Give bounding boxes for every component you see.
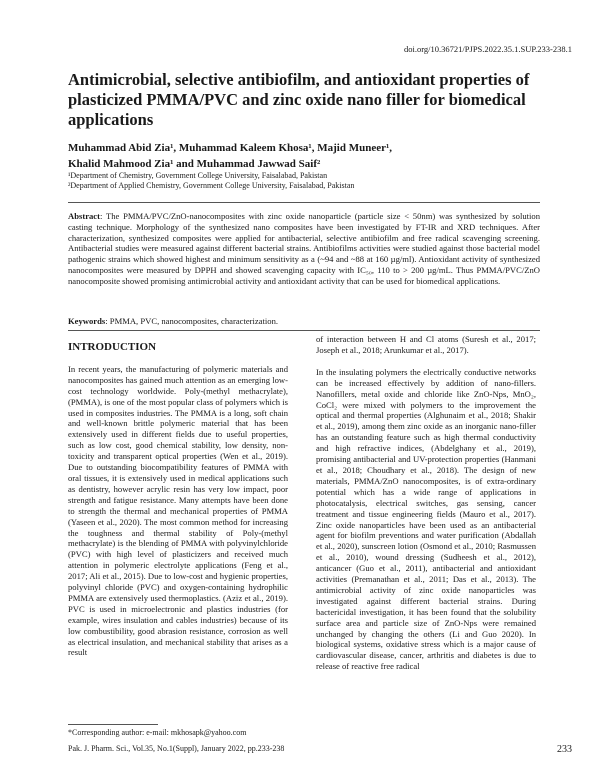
affiliations bbox=[68, 171, 538, 191]
abstract-top-rule bbox=[68, 202, 540, 203]
abstract-label: Abstract bbox=[68, 211, 100, 221]
affiliation-2: ²Department of Applied Chemistry, Government College University, Faisalabad, Pakistan bbox=[68, 181, 355, 190]
left-column bbox=[68, 334, 288, 669]
affiliation-1: ¹Department of Chemistry, Government College University, Faisalabad, Pakistan bbox=[68, 171, 328, 180]
abstract bbox=[68, 211, 540, 287]
keywords-label: Keywords bbox=[68, 316, 106, 326]
author-list bbox=[68, 140, 538, 172]
authors-line-1: Muhammad Abid Zia¹, Muhammad Kaleem Khosa¹, Majid Muneer¹, bbox=[68, 142, 393, 154]
right-column bbox=[316, 334, 536, 683]
page-number: 233 bbox=[557, 744, 572, 755]
journal-footer: Pak. J. Pharm. Sci., Vol.35, No.1(Suppl), January 2022, pp.233-238 bbox=[68, 744, 285, 753]
abstract-bottom-rule bbox=[68, 330, 540, 331]
keywords bbox=[68, 316, 540, 326]
intro-paragraph-right-2: In the insulating polymers the electrically conductive networks can be increased effectively by addition of nano-fillers. Nanofillers, metal oxide and chloride like ZnO-Nps, MnO₂, CoCl₂ were mixed with polymers to the improvement the optical and thermal properties (Alghunaim et al., 2018; Shakir et al., 2019), among them zinc oxide as an inorganic nano-filler has an outstanding feature such as high thermal conductivity and high refractive indices, (Abdelghany et al., 2019), promising antibacterial and UV-protection properties (Hanmani et al., 2018; Choudhary et al., 2018). The design of new materials, PMMA/ZnO nanocomposites, is of extra-ordinary potential which has a wide range of applications in photocatalysis, electrical switches, gas sensing, cancer treatment and tissue engineering fields (Mauro et al., 2017). Zinc oxide nanoparticles have been used as an antibacterial agent for biofilm preventions and water purification (Abdallah et al., 2020), sunscreen lotion (Osmond et al., 2010; Rasmussen et al., 2010), wound dressing (Sudheesh et al., 2012), anticancer (Guo et al., 2011), antibacterial and antioxidant activities (Premanathan et al., 2011; Das et al., 2013). The antimicrobial activity of zinc oxide nanoparticles was investigated against different bacterial strains. During bactericidal investigation, it has been found that the solubility surface area and particle size of ZnO-Nps were remained unchanged by changing the others (Li and Guo 2020). In biological systems, oxidative stress which is a major cause of cardiovascular disease, cancer, arthritis and diabetes is due to release of reactive free radical bbox=[316, 366, 536, 672]
intro-paragraph-left: In recent years, the manufacturing of polymeric materials and nanocomposites has gained much attention as an emerging low-cost technology worldwide. Poly-(methyl methacrylate), (PMMA), is one of the most popular class of polymers which is used in composites industries. The PMMA is a long, soft chain and well-known brittle polymeric material that has been extensively used in different fields due to useful properties, such as low cost, good chemical stability, low density, non-toxicity and transparent optical properties (Wen et al., 2019). Due to outstanding biocompatibility features of PMMA with oral tissues, it is extensively used in medical applications such as dentistry, however acrylic resin has very low impact, poor strength and fatigue resistance. Many attempts have been done to strength the thermal and mechanical properties of PMMA (Yaseen et al., 2020). The most common method for increasing the toughness and thermal stability of Poly-(methyl methacrylate) is the blending of PMMA with polyvinylchloride (PVC) with high level of plasticizers and received much attention in polymeric electrolyte applications (Feng et al., 2017; Ali et al., 2015). Due to low-cost and hygienic properties, polyvinyl chloride (PVC) and oxygen-containing hydrophilic PMMA are extensively used thermoplastics. (Aziz et al., 2019). PVC is used in microelectronic and plastics industries (for example, wires insulation and cables industries) because of its low combustibility, good abrasion resistance, corrosion as well as electrical insulation, and mechanical stability that arises as a result bbox=[68, 363, 288, 658]
keywords-text: : PMMA, PVC, nanocomposites, characterization. bbox=[105, 316, 279, 326]
corresponding-author-footnote: *Corresponding author: e-mail: mkhosapk@yahoo.com bbox=[68, 728, 247, 737]
footnote-rule bbox=[68, 724, 158, 725]
abstract-text: : The PMMA/PVC/ZnO-nanocomposites with zinc oxide nanoparticle (particle size < 50nm) was synthesized by solution casting technique. Morphology of the synthesized nano composites have been investigated by FT-IR and XRD techniques. After characterization, synthesized composites were applied for antibacterial, selective antibiofilm and free radical scavenging screening. Antibacterial studies were measured against different bacterial strains. Antibiofilms activities were studied against those bacterial model pathogenic strains which showed highest and minimum sensitivity as a (~94 and ~88 at 160 µg/ml). Antioxidant activity of synthesized nanocomposites were measured by DPPH and showed scavenging capacity with IC₅₀, 110 to > 200 µg/mL. Thus PMMA/PVC/ZnO nanocomposite showed promising antimicrobial activity and antioxidant activity that can be used for biomedical applications. bbox=[68, 211, 540, 286]
doi-text[interactable]: doi.org/10.36721/PJPS.2022.35.1.SUP.233-238.1 bbox=[404, 44, 572, 54]
article-title: Antimicrobial, selective antibiofilm, and antioxidant properties of plasticized PMMA/PVC and zinc oxide nano filler for biomedical applications bbox=[68, 70, 530, 129]
authors-line-2: Khalid Mahmood Zia¹ and Muhammad Jawwad Saif² bbox=[68, 158, 321, 170]
introduction-heading: INTRODUCTION bbox=[68, 341, 157, 353]
intro-paragraph-right-1: of interaction between H and Cl atoms (Suresh et al., 2017; Joseph et al., 2018; Arunkumar et al., 2017). bbox=[316, 334, 536, 355]
